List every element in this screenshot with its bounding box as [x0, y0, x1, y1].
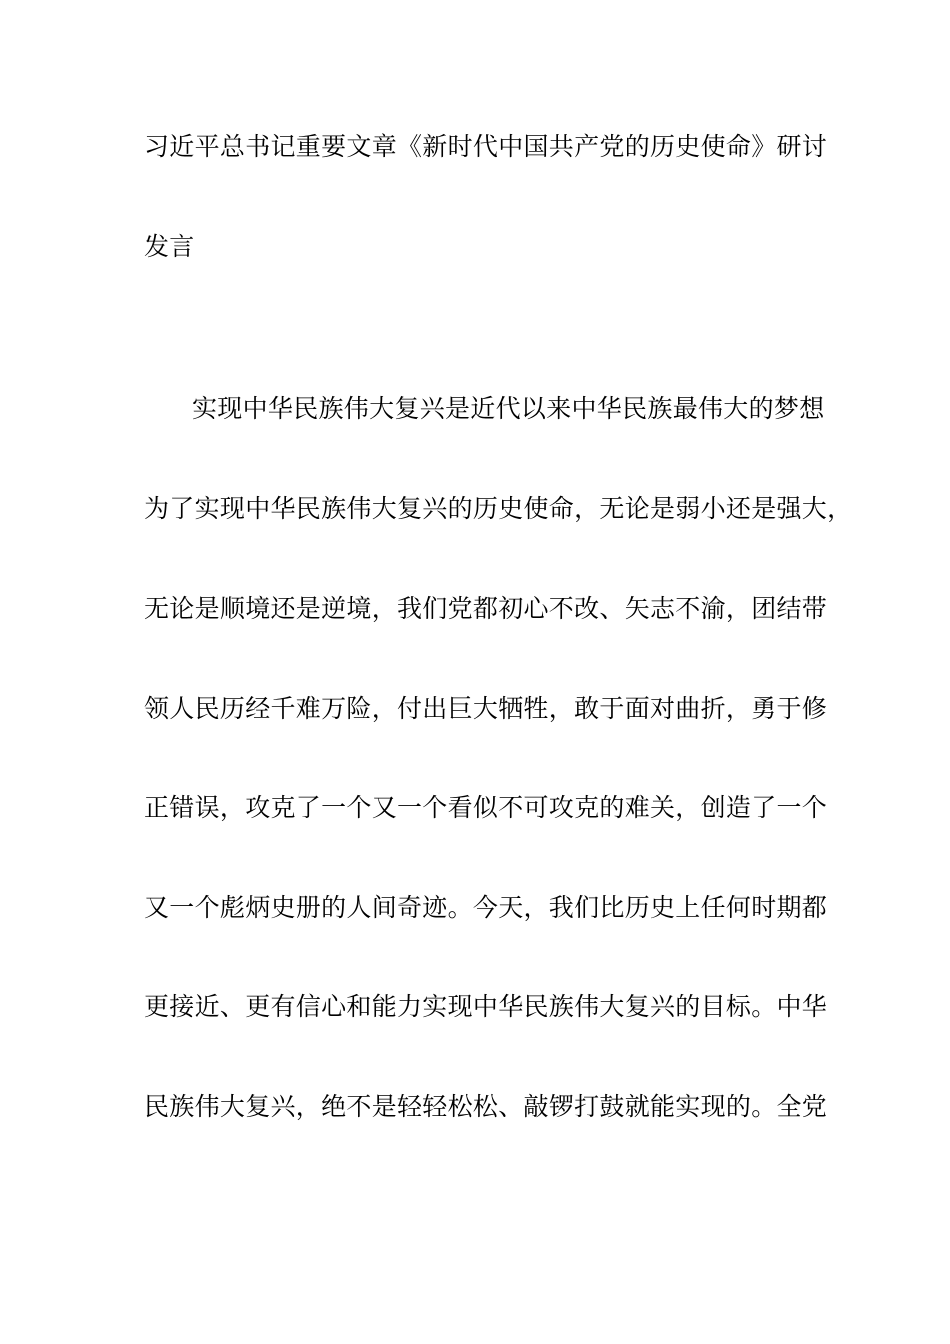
title-line-1: 习近平总书记重要文章《新时代中国共产党的历史使命》研讨 — [144, 132, 828, 161]
body-line-1: 实现中华民族伟大复兴是近代以来中华民族最伟大的梦想 — [192, 394, 825, 423]
body-line-8: 民族伟大复兴，绝不是轻轻松松、敲锣打鼓就能实现的。全党 — [144, 1092, 828, 1121]
body-line-5: 正错误，攻克了一个又一个看似不可攻克的难关，创造了一个 — [144, 793, 828, 822]
body-line-6: 又一个彪炳史册的人间奇迹。今天，我们比历史上任何时期都 — [144, 893, 828, 922]
body-line-2: 为了实现中华民族伟大复兴的历史使命，无论是弱小还是强大， — [144, 494, 853, 523]
body-line-4: 领人民历经千难万险，付出巨大牺牲，敢于面对曲折，勇于修 — [144, 694, 828, 723]
body-line-3: 无论是顺境还是逆境，我们党都初心不改、矢志不渝，团结带 — [144, 594, 828, 623]
title-line-2: 发言 — [144, 232, 195, 261]
body-line-7: 更接近、更有信心和能力实现中华民族伟大复兴的目标。中华 — [144, 992, 828, 1021]
